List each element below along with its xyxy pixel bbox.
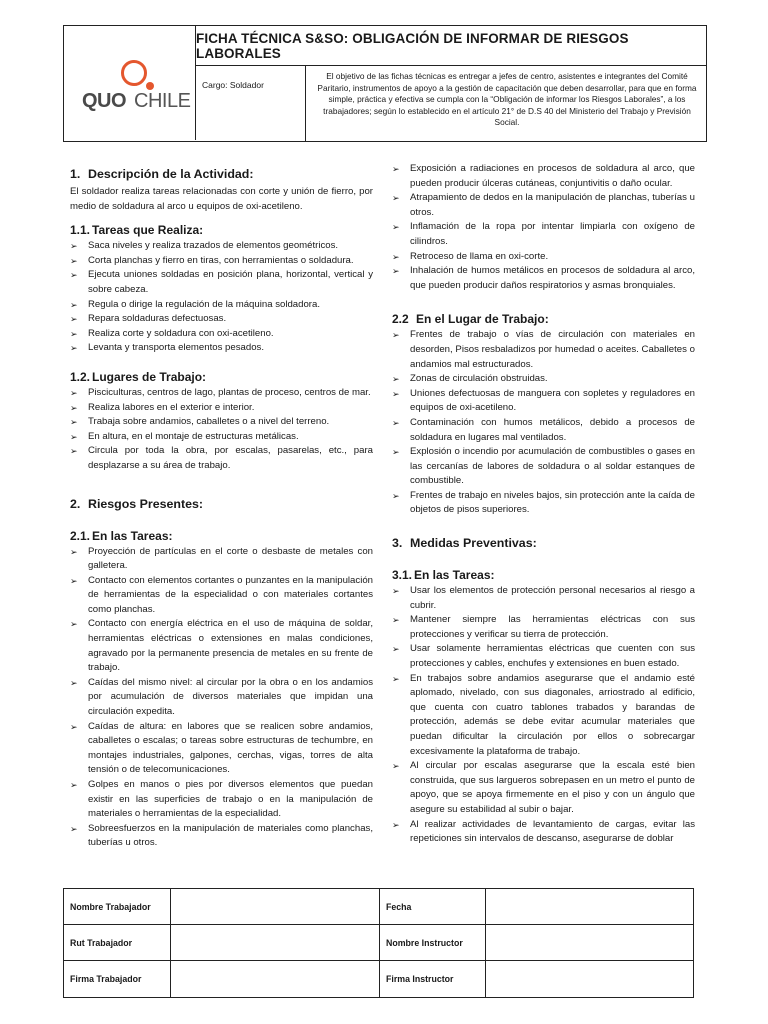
section-2-title: Riesgos Presentes: [88, 496, 204, 511]
list-item-text: Inflamación de la ropa por intentar limpiarla con oxígeno de cilindros. [410, 221, 695, 247]
instructor-signature-label: Firma Instructor [380, 961, 486, 997]
section-2-2-number: 2.2 [392, 312, 409, 327]
arrow-bullet-icon: ➢ [392, 164, 400, 174]
arrow-bullet-icon: ➢ [70, 328, 78, 339]
list-item-text: Explosión o incendio por acumulación de combustibles o gases en las cercanías de labores de soldadura o al soldar estanques de combustible. [410, 446, 695, 487]
section-1-1-number: 1.1. [70, 223, 91, 238]
list-item [70, 676, 373, 720]
arrow-bullet-icon: ➢ [70, 721, 78, 732]
list-item-text: Inhalación de humos metálicos en procesos de soldadura al arco, que pueden producir daños respiratorios y asmas bronquiales. [410, 265, 695, 291]
arrow-bullet-icon: ➢ [392, 586, 400, 597]
list-item [392, 387, 695, 416]
list-item [392, 759, 695, 817]
list-item [392, 489, 695, 518]
list-item-text: Exposición a radiaciones en procesos de soldadura al arco, que pueden producir úlceras cutáneas, conjuntivitis o daño ocular. [410, 163, 695, 189]
list-item [392, 445, 695, 489]
list-item-text: Atrapamiento de dedos en la manipulación de planchas, tuberías u otros. [410, 192, 695, 218]
table-row [64, 925, 693, 961]
header-table [63, 25, 707, 142]
list-item-text: Corta planchas y fierro en tiras, con herramientas o soldadura. [88, 254, 354, 266]
section-1-number: 1. [70, 167, 81, 181]
list-item-text: Uniones defectuosas de manguera con sopletes y reguladores en equipos de oxi-acetileno. [410, 387, 695, 414]
workplace-risks-list [392, 328, 695, 518]
list-item-text: Golpes en manos o pies por diversos elementos que puedan existir en las superficies de trabajo o en la manipulación de materiales o herramientas de la especialidad. [88, 779, 373, 820]
list-item [392, 613, 695, 642]
section-2-2-heading [392, 311, 695, 328]
list-item-text: Repara soldaduras defectuosas. [88, 313, 227, 325]
worker-name-field[interactable] [171, 889, 380, 924]
list-item [392, 328, 695, 372]
list-item-text: Trabaja sobre andamios, caballetes o a nivel del terreno. [88, 416, 330, 428]
arrow-bullet-icon: ➢ [392, 388, 400, 399]
instructor-name-field[interactable] [486, 925, 693, 960]
tasks-list [70, 239, 373, 356]
section-2-1-title: En las Tareas: [92, 528, 173, 543]
list-item-text: Realiza corte y soldadura con oxi-acetileno. [88, 327, 274, 339]
section-2-1-number: 2.1. [70, 528, 91, 543]
date-label: Fecha [380, 889, 486, 924]
logo-dot-icon [146, 82, 154, 90]
preventive-measures-list [392, 584, 695, 847]
list-item [70, 268, 373, 297]
arrow-bullet-icon: ➢ [70, 546, 78, 557]
quochile-logo [76, 56, 191, 116]
arrow-bullet-icon: ➢ [70, 677, 78, 688]
list-item [70, 822, 373, 851]
arrow-bullet-icon: ➢ [70, 241, 78, 252]
list-item-text: Usar solamente herramientas eléctricas que cuenten con sus protecciones y cables, enchufes y extensiones en buen estado. [410, 643, 695, 670]
list-item-text: Frentes de trabajo en niveles bajos, sin protección ante la caída de objetos de pisos superiores. [410, 489, 695, 516]
arrow-bullet-icon: ➢ [70, 387, 78, 398]
list-item [392, 584, 695, 613]
arrow-bullet-icon: ➢ [70, 446, 78, 457]
section-1-2-title: Lugares de Trabajo: [92, 369, 207, 384]
arrow-bullet-icon: ➢ [392, 222, 400, 233]
date-field[interactable] [486, 889, 693, 924]
table-row [64, 889, 693, 925]
list-item [392, 416, 695, 445]
list-item-text: Contacto con energía eléctrica en el uso de máquina de soldar, herramientas eléctricas o extensiones en malas condiciones, agravado por la permanente presencia de metales en su frente de trabajo. [88, 618, 373, 674]
list-item-text: Proyección de partículas en el corte o desbaste de metales con galletera. [88, 545, 373, 572]
list-item [70, 239, 373, 254]
list-item-text: Zonas de circulación obstruidas. [410, 373, 548, 385]
workplaces-list [70, 386, 373, 474]
arrow-bullet-icon: ➢ [392, 819, 400, 830]
arrow-bullet-icon: ➢ [392, 374, 400, 385]
arrow-bullet-icon: ➢ [70, 431, 78, 442]
arrow-bullet-icon: ➢ [70, 402, 78, 413]
list-item-text: Caídas del mismo nivel: al circular por la obra o en los andamios por acumulación de diversos materiales que impidan una circulación expedita. [88, 676, 373, 718]
list-item-text: Ejecuta uniones soldadas en posición plana, horizontal, vertical y sobre cabeza. [88, 269, 373, 295]
section-1-title: Descripción de la Actividad: [88, 167, 254, 181]
section-3-1-title: En las Tareas: [414, 568, 495, 583]
list-item [70, 386, 373, 401]
logo-text-quo: QUO [82, 90, 127, 112]
instructor-name-label: Nombre Instructor [380, 925, 486, 960]
arrow-bullet-icon: ➢ [392, 193, 400, 204]
section-1-1-title: Tareas que Realiza: [92, 223, 204, 238]
section-1-body: El soldador realiza tareas relacionadas con corte y unión de fierro, por medio de soldadura al arco u equipos de oxi-acetileno. [70, 186, 373, 212]
list-item-text: Saca niveles y realiza trazados de elementos geométricos. [88, 240, 339, 252]
list-item [392, 818, 695, 847]
logo-text-chile: CHILE [134, 90, 191, 112]
list-item [392, 372, 695, 387]
list-item-text: Sobreesfuerzos en la manipulación de materiales como planchas, tuberías u otros. [88, 822, 373, 849]
list-item [70, 341, 373, 356]
list-item-text: Al circular por escalas asegurarse que la escala esté bien construida, que sus largueros sobrepasen en un metro el punto de apoyo, que se apoya firmemente en el piso y con un ángulo que asegure su estabilidad al subir o bajar. [410, 760, 695, 815]
arrow-bullet-icon: ➢ [70, 255, 78, 266]
list-item [392, 642, 695, 671]
arrow-bullet-icon: ➢ [70, 299, 78, 310]
list-item [392, 191, 695, 220]
cargo-label: Cargo: Soldador [196, 66, 306, 141]
arrow-bullet-icon: ➢ [392, 490, 400, 501]
arrow-bullet-icon: ➢ [70, 343, 78, 354]
arrow-bullet-icon: ➢ [392, 615, 400, 626]
list-item-text: Pisciculturas, centros de lago, plantas de proceso, centros de mar. [88, 386, 371, 398]
instructor-signature-field[interactable] [486, 961, 693, 997]
arrow-bullet-icon: ➢ [70, 780, 78, 790]
logo-ring-icon [121, 60, 147, 86]
list-item-text: Retroceso de llama en oxi-corte. [410, 250, 549, 262]
arrow-bullet-icon: ➢ [70, 823, 78, 834]
arrow-bullet-icon: ➢ [392, 330, 400, 341]
list-item [70, 444, 373, 473]
list-item [70, 720, 373, 778]
list-item-text: Realiza labores en el exterior e interior. [88, 401, 255, 413]
list-item [392, 264, 695, 293]
worker-rut-label: Rut Trabajador [64, 925, 171, 960]
section-1-heading [70, 166, 373, 183]
logo-cell [64, 26, 196, 140]
right-column [392, 162, 695, 847]
list-item-text: Mantener siempre las herramientas eléctricas con sus protecciones y verificar su tierra de protección. [410, 614, 695, 640]
task-risks-list [70, 545, 373, 851]
list-item-text: Usar los elementos de protección personal necesarios al riesgo a cubrir. [410, 585, 695, 611]
section-1-1-heading [70, 222, 373, 239]
arrow-bullet-icon: ➢ [392, 644, 400, 655]
worker-rut-field[interactable] [171, 925, 380, 960]
section-3-1-number: 3.1. [392, 568, 413, 583]
list-item [392, 220, 695, 249]
section-2-1-heading [70, 528, 373, 545]
list-item-text: Caídas de altura: en labores que se realicen sobre andamios, caballetes o escalas; o tareas sobre estructuras de techumbre, en montajes industriales, galpones, cerchas, vigas, torres de alta tensión o de telecomunicaciones. [88, 720, 373, 776]
section-2-heading [70, 496, 373, 513]
arrow-bullet-icon: ➢ [392, 417, 400, 428]
section-2-2-title: En el Lugar de Trabajo: [416, 312, 549, 327]
section-2-number: 2. [70, 496, 81, 511]
arrow-bullet-icon: ➢ [392, 266, 400, 277]
document-title: FICHA TÉCNICA S&SO: OBLIGACIÓN DE INFORMAR DE RIESGOS LABORALES [196, 26, 706, 66]
list-item-text: En trabajos sobre andamios asegurarse que el andamio esté aplomado, nivelado, con sus diagonales, arriostrado al edificio, que cuenta con cuatro tablones trabados y barandas de protección, además se debe evitar acumular materiales que puedan dificultar la circulación por ellos o sobrecargar excesivamente la plataforma de trabajo. [410, 672, 695, 757]
arrow-bullet-icon: ➢ [70, 417, 78, 428]
worker-name-label: Nombre Trabajador [64, 889, 171, 924]
arrow-bullet-icon: ➢ [392, 673, 400, 684]
list-item [70, 574, 373, 618]
list-item-text: En altura, en el montaje de estructuras metálicas. [88, 430, 299, 442]
section-1-2-heading [70, 369, 373, 386]
header-description: El objetivo de las fichas técnicas es entregar a jefes de centro, asistentes e integrantes del Comité Paritario, instrumentos de apoyo a la gestión de capacitación que deben desarrollar, para que en forma simple, práctica y efectiva se cumpla con la “Obligación de informar los Riesgos Laborales”, a los trabajadores; según lo establecido en el artículo 21° de D.S 40 del Ministerio del Trabajo y Previsión Social. [317, 71, 697, 128]
list-item-text: Frentes de trabajo o vías de circulación con materiales en desorden, Pisos resbaladizos por humedad o aceites. Caballetes o andamios mal estructurados. [410, 329, 695, 370]
worker-signature-field[interactable] [171, 961, 380, 997]
signature-table [63, 888, 694, 998]
section-3-1-heading [392, 567, 695, 584]
list-item-text: Levanta y transporta elementos pesados. [88, 342, 264, 354]
arrow-bullet-icon: ➢ [70, 314, 78, 325]
list-item-text: Contacto con elementos cortantes o punzantes en la manipulación de herramientas de la especialidad o con materiales cortantes como planchas. [88, 574, 373, 615]
arrow-bullet-icon: ➢ [392, 251, 400, 262]
list-item [70, 312, 373, 327]
list-item [70, 327, 373, 342]
list-item [70, 545, 373, 574]
list-item [70, 415, 373, 430]
arrow-bullet-icon: ➢ [70, 270, 78, 281]
arrow-bullet-icon: ➢ [392, 761, 400, 772]
arrow-bullet-icon: ➢ [70, 619, 78, 630]
arrow-bullet-icon: ➢ [392, 447, 400, 458]
list-item [70, 617, 373, 675]
list-item [392, 672, 695, 760]
left-column [70, 162, 373, 851]
list-item [70, 430, 373, 445]
list-item-text: Circula por toda la obra, por escalas, pasarelas, etc., para desplazarse a su área de trabajo. [88, 445, 373, 471]
section-3-number: 3. [392, 536, 403, 551]
list-item-text: Al realizar actividades de levantamiento de cargas, evitar las repeticiones sin intervalos de descanso, asegurarse de doblar [410, 818, 695, 845]
task-risks-list-continued [392, 162, 695, 293]
list-item [70, 401, 373, 416]
section-3-title: Medidas Preventivas: [410, 536, 537, 551]
list-item [70, 254, 373, 269]
section-1-2-number: 1.2. [70, 369, 91, 384]
list-item-text: Contaminación con humos metálicos, debido a procesos de soldadura en lugares mal ventilados. [410, 416, 695, 443]
list-item [70, 298, 373, 313]
list-item [70, 778, 373, 822]
arrow-bullet-icon: ➢ [70, 575, 78, 586]
list-item [392, 250, 695, 265]
list-item-text: Regula o dirige la regulación de la máquina soldadora. [88, 298, 321, 310]
worker-signature-label: Firma Trabajador [64, 961, 171, 997]
list-item [392, 162, 695, 191]
section-3-heading [392, 535, 695, 552]
table-row [64, 961, 693, 997]
